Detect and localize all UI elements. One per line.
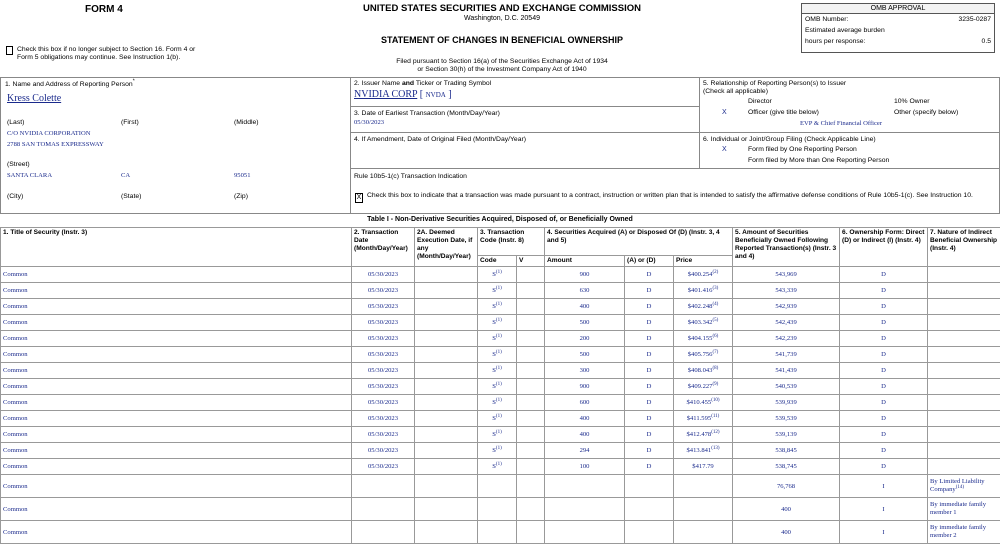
cell-a-or-d: D <box>625 411 674 427</box>
cell-nature <box>928 427 1000 443</box>
sub-price: Price <box>674 256 733 267</box>
cell-a-or-d <box>625 475 674 498</box>
cell-ownership-form: D <box>840 459 928 475</box>
sub-amount: Amount <box>545 256 625 267</box>
table-row <box>1 267 1000 283</box>
cell-code: $S^{(1)}$ <box>478 427 517 443</box>
cell-date: 05/30/2023 <box>352 347 415 363</box>
cell-nature <box>928 283 1000 299</box>
cell-amount: 300 <box>545 363 625 379</box>
cell-title: Common <box>1 315 352 331</box>
cell-date: 05/30/2023 <box>352 459 415 475</box>
cell-v <box>517 315 545 331</box>
cell-ownership-form: D <box>840 443 928 459</box>
form-title: FORM 4 <box>85 4 123 15</box>
cell-owned: 542,239 <box>733 331 840 347</box>
cell-price: $403.342$^{(5)}$ <box>674 315 733 331</box>
cell-ownership-form: D <box>840 363 928 379</box>
cell-nature: By immediate family member 1 <box>928 498 1000 521</box>
cell-v <box>517 363 545 379</box>
col-ownership-form-header: 6. Ownership Form: Direct (D) or Indirect (I) (Instr. 4) <box>840 228 928 267</box>
cell-price <box>674 498 733 521</box>
cell-title: Common <box>1 331 352 347</box>
cell-price: $400.254$^{(2)}$ <box>674 267 733 283</box>
omb-title: OMB APPROVAL <box>802 4 994 14</box>
cell-a-or-d: D <box>625 395 674 411</box>
col-code-header: 3. Transaction Code (Instr. 8) <box>478 228 545 256</box>
cell-v <box>517 395 545 411</box>
street-label: (Street) <box>7 161 30 168</box>
cell-nature <box>928 331 1000 347</box>
table-row <box>1 443 1000 459</box>
cell-owned: 539,139 <box>733 427 840 443</box>
ten-pct-label: 10% Owner <box>894 98 930 105</box>
cell-nature <box>928 443 1000 459</box>
omb-label: OMB Number: <box>805 16 849 23</box>
cell-date <box>352 498 415 521</box>
officer-title: EVP & Chief Financial Officer <box>800 120 883 127</box>
cell-nature <box>928 459 1000 475</box>
other-label: Other (specify below) <box>894 109 959 116</box>
cell-deemed <box>415 331 478 347</box>
cell-code: $S^{(1)}$ <box>478 395 517 411</box>
col-securities-header: 4. Securities Acquired (A) or Disposed Of (D) (Instr. 3, 4 and 5) <box>545 228 733 256</box>
cell-amount: 400 <box>545 411 625 427</box>
table-row <box>1 331 1000 347</box>
cell-price <box>674 521 733 544</box>
cell-price: $412.478$^{(12)}$ <box>674 427 733 443</box>
cell-owned: 76,768 <box>733 475 840 498</box>
cell-date: 05/30/2023 <box>352 331 415 347</box>
section16-text: Check this box if no longer subject to Section 16. Form 4 or Form 5 obligations may continue. See Instruction 1(b). <box>17 46 196 61</box>
table-row <box>1 315 1000 331</box>
omb-label: hours per response: <box>805 38 866 45</box>
cell-date <box>352 475 415 498</box>
cell-owned: 538,745 <box>733 459 840 475</box>
cell-date: 05/30/2023 <box>352 411 415 427</box>
cell-price: $410.455$^{(10)}$ <box>674 395 733 411</box>
cell-price: $401.416$^{(3)}$ <box>674 283 733 299</box>
sub-code: Code <box>478 256 517 267</box>
cell-amount: 500 <box>545 315 625 331</box>
omb-row <box>802 14 994 25</box>
sub-v: V <box>517 256 545 267</box>
cell-ownership-form: D <box>840 299 928 315</box>
cell-ownership-form: D <box>840 331 928 347</box>
cell-a-or-d: D <box>625 363 674 379</box>
cell-code: $S^{(1)}$ <box>478 315 517 331</box>
officer-label: Officer (give title below) <box>748 109 819 116</box>
statement-title: STATEMENT OF CHANGES IN BENEFICIAL OWNERSHIP <box>380 35 623 45</box>
rule-10b5-box <box>350 168 1000 214</box>
cell-v <box>517 498 545 521</box>
cell-ownership-form: D <box>840 267 928 283</box>
cell-deemed <box>415 315 478 331</box>
cell-code: $S^{(1)}$ <box>478 459 517 475</box>
cell-title: Common <box>1 498 352 521</box>
one-person-check-mark: X <box>722 146 727 153</box>
first-label: (First) <box>121 119 139 126</box>
cell-a-or-d <box>625 498 674 521</box>
box4-label: 4. If Amendment, Date of Original Filed (Month/Day/Year) <box>354 136 527 143</box>
relationship-box <box>699 77 1000 133</box>
cell-price <box>674 475 733 498</box>
cell-date: 05/30/2023 <box>352 363 415 379</box>
table-row <box>1 395 1000 411</box>
cell-code <box>478 521 517 544</box>
cell-v <box>517 475 545 498</box>
table-row <box>1 379 1000 395</box>
agency-city: Washington, D.C. 20549 <box>463 15 540 22</box>
cell-owned: 543,969 <box>733 267 840 283</box>
cell-a-or-d: D <box>625 347 674 363</box>
director-label: Director <box>748 98 772 105</box>
cell-nature <box>928 347 1000 363</box>
cell-deemed <box>415 395 478 411</box>
cell-amount: 100 <box>545 459 625 475</box>
omb-label: Estimated average burden <box>805 27 885 34</box>
cell-date: 05/30/2023 <box>352 395 415 411</box>
cell-nature <box>928 411 1000 427</box>
cell-date: 05/30/2023 <box>352 267 415 283</box>
col-amount-owned-header: 5. Amount of Securities Beneficially Owned Following Reported Transaction(s) (Instr. 3 and 4) <box>733 228 840 267</box>
omb-value: 0.5 <box>981 38 991 45</box>
cell-title: Common <box>1 411 352 427</box>
cell-nature <box>928 395 1000 411</box>
cell-ownership-form: I <box>840 498 928 521</box>
one-person-label: Form filed by One Reporting Person <box>748 146 857 153</box>
cell-nature <box>928 315 1000 331</box>
col-date-header: 2. Transaction Date (Month/Day/Year) <box>352 228 415 267</box>
box6-label: 6. Individual or Joint/Group Filing (Check Applicable Line) <box>703 136 876 143</box>
col-title-header: 1. Title of Security (Instr. 3) <box>1 228 352 267</box>
cell-date: 05/30/2023 <box>352 443 415 459</box>
cell-ownership-form: D <box>840 411 928 427</box>
cell-a-or-d: D <box>625 315 674 331</box>
cell-v <box>517 347 545 363</box>
cell-code: $S^{(1)}$ <box>478 299 517 315</box>
cell-code: $S^{(1)}$ <box>478 267 517 283</box>
zip-value: 95051 <box>234 172 251 179</box>
cell-v <box>517 331 545 347</box>
cell-deemed <box>415 411 478 427</box>
cell-title: Common <box>1 443 352 459</box>
table-row <box>1 283 1000 299</box>
cell-title: Common <box>1 459 352 475</box>
cell-owned: 542,939 <box>733 299 840 315</box>
cell-v <box>517 443 545 459</box>
cell-amount: 600 <box>545 395 625 411</box>
cell-v <box>517 379 545 395</box>
rule-text: Check this box to indicate that a transaction was made pursuant to a contract, instruction or written plan that is intended to satisfy the affirmative defense conditions of Rule 10b5-1(c). See Instruction 10. <box>367 192 973 199</box>
omb-approval-box <box>801 3 995 53</box>
cell-deemed <box>415 498 478 521</box>
cell-ownership-form: D <box>840 395 928 411</box>
table-row <box>1 521 1000 544</box>
box3-label: 3. Date of Earliest Transaction (Month/Day/Year) <box>354 110 500 117</box>
cell-date: 05/30/2023 <box>352 315 415 331</box>
cell-code: $S^{(1)}$ <box>478 363 517 379</box>
cell-deemed <box>415 521 478 544</box>
issuer-name-link[interactable]: NVIDIA CORP <box>354 89 418 100</box>
cell-v <box>517 411 545 427</box>
rule-checkbox[interactable]: X <box>356 194 362 201</box>
issuer-box <box>350 77 700 107</box>
cell-owned: 538,845 <box>733 443 840 459</box>
cell-nature <box>928 363 1000 379</box>
cell-ownership-form: D <box>840 315 928 331</box>
cell-amount: 200 <box>545 331 625 347</box>
cell-date: 05/30/2023 <box>352 427 415 443</box>
cell-deemed <box>415 363 478 379</box>
cell-amount: 400 <box>545 299 625 315</box>
cell-owned: 540,539 <box>733 379 840 395</box>
cell-v <box>517 299 545 315</box>
cell-title: Common <box>1 521 352 544</box>
box2-label: 2. Issuer Name and Ticker or Trading Symbol <box>354 80 492 87</box>
cell-amount: 400 <box>545 427 625 443</box>
cell-title: Common <box>1 299 352 315</box>
cell-amount <box>545 521 625 544</box>
cell-a-or-d: D <box>625 331 674 347</box>
cell-date <box>352 521 415 544</box>
cell-title: Common <box>1 427 352 443</box>
sub-a-or-d: (A) or (D) <box>625 256 674 267</box>
reporting-person-name-link[interactable]: Kress Colette <box>7 93 62 104</box>
cell-deemed <box>415 379 478 395</box>
cell-nature: By immediate family member 2 <box>928 521 1000 544</box>
cell-amount <box>545 475 625 498</box>
cell-deemed <box>415 475 478 498</box>
rule-label: Rule 10b5-1(c) Transaction Indication <box>354 173 467 180</box>
box1-label: 1. Name and Address of Reporting Person* <box>5 78 135 88</box>
cell-owned: 400 <box>733 498 840 521</box>
col-nature-header: 7. Nature of Indirect Beneficial Ownership (Instr. 4) <box>928 228 1000 267</box>
table-body <box>1 267 1000 544</box>
cell-a-or-d: D <box>625 459 674 475</box>
cell-price: $402.248$^{(4)}$ <box>674 299 733 315</box>
omb-row <box>802 36 994 47</box>
cell-price: $417.79 <box>674 459 733 475</box>
section16-checkbox[interactable] <box>6 46 13 55</box>
cell-amount: 294 <box>545 443 625 459</box>
cell-code <box>478 498 517 521</box>
cell-title: Common <box>1 283 352 299</box>
cell-code: $S^{(1)}$ <box>478 331 517 347</box>
box5-label: 5. Relationship of Reporting Person(s) to Issuer <box>703 80 847 87</box>
cell-ownership-form: D <box>840 283 928 299</box>
table-row <box>1 427 1000 443</box>
amendment-box <box>350 132 700 169</box>
cell-owned: 543,339 <box>733 283 840 299</box>
cell-date: 05/30/2023 <box>352 299 415 315</box>
cell-owned: 542,439 <box>733 315 840 331</box>
cell-code: $S^{(1)}$ <box>478 379 517 395</box>
cell-date: 05/30/2023 <box>352 283 415 299</box>
cell-date: 05/30/2023 <box>352 379 415 395</box>
cell-a-or-d: D <box>625 379 674 395</box>
last-label: (Last) <box>7 119 25 126</box>
cell-title: Common <box>1 475 352 498</box>
box5-sub: (Check all applicable) <box>703 88 768 95</box>
agency-name: UNITED STATES SECURITIES AND EXCHANGE COMMISSION <box>363 3 641 14</box>
table-row <box>1 299 1000 315</box>
city-value: SANTA CLARA <box>7 172 53 179</box>
cell-owned: 400 <box>733 521 840 544</box>
ticker-link[interactable]: NVDA <box>425 91 446 99</box>
cell-a-or-d: D <box>625 299 674 315</box>
cell-code: $S^{(1)}$ <box>478 283 517 299</box>
filed-line-2: or Section 30(h) of the Investment Company Act of 1940 <box>417 66 587 73</box>
reporting-person-box <box>0 77 351 214</box>
cell-owned: 541,739 <box>733 347 840 363</box>
cell-owned: 539,539 <box>733 411 840 427</box>
cell-code: $S^{(1)}$ <box>478 443 517 459</box>
table-row <box>1 411 1000 427</box>
table-caption: Table I - Non-Derivative Securities Acquired, Disposed of, or Beneficially Owned <box>367 216 633 223</box>
cell-title: Common <box>1 347 352 363</box>
omb-value: 3235-0287 <box>958 16 991 23</box>
cell-deemed <box>415 299 478 315</box>
col-deemed-header: 2A. Deemed Execution Date, if any (Month/Day/Year) <box>415 228 478 267</box>
cell-ownership-form: I <box>840 475 928 498</box>
state-label: (State) <box>121 193 142 200</box>
earliest-transaction-box <box>350 106 700 133</box>
cell-v <box>517 283 545 299</box>
cell-price: $409.227$^{(9)}$ <box>674 379 733 395</box>
cell-price: $404.155$^{(6)}$ <box>674 331 733 347</box>
zip-label: (Zip) <box>234 193 248 200</box>
cell-deemed <box>415 347 478 363</box>
table-row <box>1 459 1000 475</box>
cell-code <box>478 475 517 498</box>
non-derivative-table <box>0 227 1000 544</box>
cell-deemed <box>415 427 478 443</box>
cell-a-or-d <box>625 521 674 544</box>
table-row <box>1 475 1000 498</box>
cell-title: Common <box>1 267 352 283</box>
cell-price: $411.595$^{(11)}$ <box>674 411 733 427</box>
filed-pursuant <box>310 58 694 74</box>
cell-v <box>517 427 545 443</box>
cell-deemed <box>415 443 478 459</box>
table-row <box>1 498 1000 521</box>
city-label: (City) <box>7 193 24 200</box>
cell-deemed <box>415 267 478 283</box>
filing-box <box>699 132 1000 169</box>
cell-nature <box>928 379 1000 395</box>
more-person-label: Form filed by More than One Reporting Person <box>748 157 890 164</box>
omb-row <box>802 25 994 36</box>
cell-ownership-form: D <box>840 427 928 443</box>
state-value: CA <box>121 172 131 179</box>
filed-line-1: Filed pursuant to Section 16(a) of the Securities Exchange Act of 1934 <box>396 58 608 65</box>
cell-v <box>517 459 545 475</box>
cell-ownership-form: I <box>840 521 928 544</box>
cell-ownership-form: D <box>840 379 928 395</box>
cell-price: $405.756$^{(7)}$ <box>674 347 733 363</box>
cell-a-or-d: D <box>625 443 674 459</box>
cell-v <box>517 521 545 544</box>
cell-nature: By Limited Liability Company$^{(14)}$ <box>928 475 1000 498</box>
cell-nature <box>928 267 1000 283</box>
cell-ownership-form: D <box>840 347 928 363</box>
cell-title: Common <box>1 395 352 411</box>
cell-a-or-d: D <box>625 267 674 283</box>
cell-code: $S^{(1)}$ <box>478 411 517 427</box>
table-row <box>1 347 1000 363</box>
cell-code: $S^{(1)}$ <box>478 347 517 363</box>
earliest-date: 05/30/2023 <box>354 119 385 126</box>
cell-amount: 630 <box>545 283 625 299</box>
cell-deemed <box>415 459 478 475</box>
cell-title: Common <box>1 379 352 395</box>
cell-a-or-d: D <box>625 283 674 299</box>
middle-label: (Middle) <box>234 119 259 126</box>
officer-check-mark: X <box>722 109 727 116</box>
cell-amount <box>545 498 625 521</box>
cell-v <box>517 267 545 283</box>
cell-amount: 900 <box>545 379 625 395</box>
cell-amount: 900 <box>545 267 625 283</box>
cell-price: $408.043$^{(8)}$ <box>674 363 733 379</box>
address-line-1: C/O NVIDIA CORPORATION <box>7 130 91 137</box>
cell-title: Common <box>1 363 352 379</box>
address-line-2: 2788 SAN TOMAS EXPRESSWAY <box>7 141 104 148</box>
issuer-line: NVIDIA CORP [ NVDA ] <box>354 89 452 100</box>
agency-block <box>310 3 694 22</box>
cell-a-or-d: D <box>625 427 674 443</box>
cell-deemed <box>415 283 478 299</box>
cell-nature <box>928 299 1000 315</box>
cell-amount: 500 <box>545 347 625 363</box>
cell-owned: 539,939 <box>733 395 840 411</box>
table-row <box>1 363 1000 379</box>
cell-price: $413.841$^{(13)}$ <box>674 443 733 459</box>
cell-owned: 541,439 <box>733 363 840 379</box>
